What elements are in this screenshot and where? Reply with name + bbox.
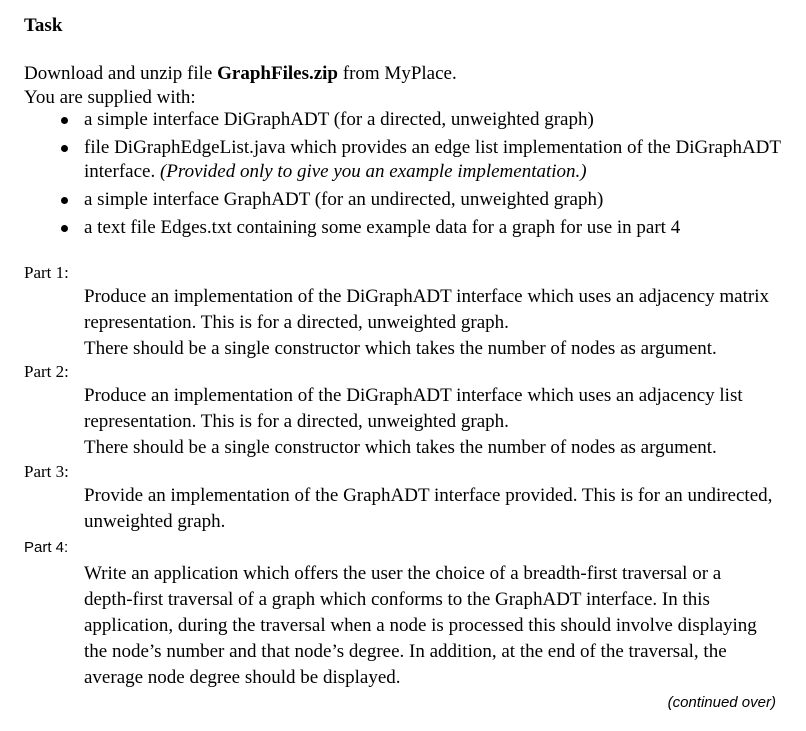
bullet-icon xyxy=(61,117,68,124)
intro-line-1 xyxy=(24,62,784,86)
list-item xyxy=(24,108,784,132)
intro-block xyxy=(24,62,784,110)
list-item-italic-note: (Provided only to give you an example implementation.) xyxy=(159,161,587,182)
part-3-body xyxy=(84,483,774,535)
part-1-label: Part 1: xyxy=(24,263,69,282)
bullet-icon xyxy=(61,197,68,204)
list-item xyxy=(24,216,784,240)
list-item xyxy=(24,136,784,184)
part-1-paragraph: There should be a single constructor which takes the number of nodes as argument. xyxy=(84,338,717,359)
part-2-label: Part 2: xyxy=(24,362,69,381)
part-1-body xyxy=(84,284,774,362)
part-4-paragraph: Write an application which offers the user the choice of a breadth-first traversal or a depth-first traversal of a graph which conforms to the GraphADT interface. In this application, during the traversal when a node is processed this should involve displaying the node’s number and that node’s degree. In addition, at the end of the traversal, the average node degree should be displayed. xyxy=(84,563,757,688)
part-2-paragraph: Produce an implementation of the DiGraphADT interface which uses an adjacency list representation. This is for a directed, unweighted graph. xyxy=(84,385,743,432)
part-3-paragraph: Provide an implementation of the GraphADT interface provided. This is for an undirected, unweighted graph. xyxy=(84,485,773,532)
list-item-text: a simple interface DiGraphADT (for a directed, unweighted graph) xyxy=(84,109,594,130)
part-2-paragraph: There should be a single constructor which takes the number of nodes as argument. xyxy=(84,437,717,458)
part-1-paragraph: Produce an implementation of the DiGraphADT interface which uses an adjacency matrix representation. This is for a directed, unweighted graph. xyxy=(84,286,769,333)
page-title: Task xyxy=(24,15,63,36)
part-4-body xyxy=(84,561,774,691)
list-item-text: a simple interface GraphADT (for an undirected, unweighted graph) xyxy=(84,189,604,210)
bullet-icon xyxy=(61,145,68,152)
intro-line-2: You are supplied with: xyxy=(24,87,196,108)
bullet-icon xyxy=(61,225,68,232)
supplied-items-list xyxy=(24,108,784,240)
part-3-label: Part 3: xyxy=(24,462,69,481)
list-item xyxy=(24,188,784,212)
part-4-label: Part 4: xyxy=(24,539,69,556)
zip-filename: GraphFiles.zip xyxy=(217,63,338,84)
part-2-body xyxy=(84,383,774,461)
list-item-text: a text file Edges.txt containing some example data for a graph for use in part 4 xyxy=(84,217,681,238)
intro-line-1-prefix: Download and unzip file xyxy=(24,63,218,84)
continued-note: (continued over) xyxy=(667,694,776,711)
intro-line-1-suffix: from MyPlace. xyxy=(338,63,457,84)
list-item-text: file DiGraphEdgeList.java which provides an edge list implementation of the DiGraphADT interface. xyxy=(84,137,781,182)
